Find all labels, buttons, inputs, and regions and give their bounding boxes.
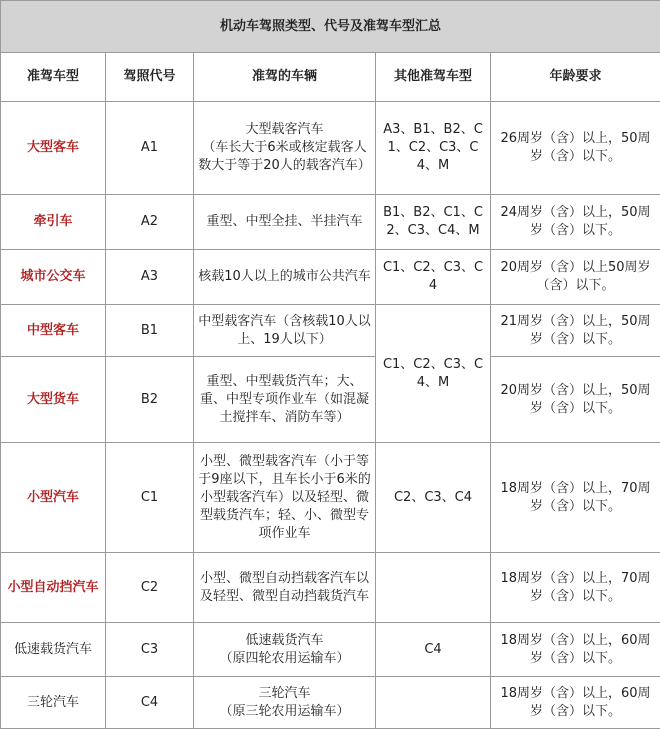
other-types: C4 <box>376 623 491 677</box>
other-types <box>376 553 491 623</box>
table-row <box>1 357 660 443</box>
header-row <box>1 53 660 102</box>
other-types: C1、C2、C3、C4 <box>376 250 491 305</box>
age-req: 20周岁（含）以上50周岁（含）以下。 <box>491 250 660 305</box>
age-req: 24周岁（含）以上，50周岁（含）以下。 <box>491 195 660 250</box>
vehicle-type: 三轮汽车 <box>1 677 106 729</box>
header-cell: 驾照代号 <box>106 53 194 102</box>
vehicle-desc: 三轮汽车 （原三轮农用运输车） <box>194 677 376 729</box>
vehicle-desc: 低速载货汽车 （原四轮农用运输车） <box>194 623 376 677</box>
age-req: 21周岁（含）以上，50周岁（含）以下。 <box>491 305 660 357</box>
table-title: 机动车驾照类型、代号及准驾车型汇总 <box>1 1 660 53</box>
license-code: C2 <box>106 553 194 623</box>
age-req: 18周岁（含）以上，60周岁（含）以下。 <box>491 677 660 729</box>
vehicle-desc: 小型、微型自动挡载客汽车以及轻型、微型自动挡载货汽车 <box>194 553 376 623</box>
table-row <box>1 443 660 553</box>
header-cell: 年龄要求 <box>491 53 660 102</box>
license-code: C1 <box>106 443 194 553</box>
other-types: A3、B1、B2、C1、C2、C3、C4、M <box>376 102 491 195</box>
vehicle-type: 大型客车 <box>1 102 106 195</box>
header-cell: 准驾车型 <box>1 53 106 102</box>
table-row <box>1 553 660 623</box>
vehicle-type: 城市公交车 <box>1 250 106 305</box>
vehicle-type: 中型客车 <box>1 305 106 357</box>
vehicle-desc: 重型、中型全挂、半挂汽车 <box>194 195 376 250</box>
table-row <box>1 305 660 357</box>
other-types: C1、C2、C3、C4、M <box>376 305 491 443</box>
other-types: C2、C3、C4 <box>376 443 491 553</box>
license-code: A1 <box>106 102 194 195</box>
table-row <box>1 195 660 250</box>
license-code: C4 <box>106 677 194 729</box>
header-cell: 准驾的车辆 <box>194 53 376 102</box>
age-req: 26周岁（含）以上，50周岁（含）以下。 <box>491 102 660 195</box>
other-types: B1、B2、C1、C2、C3、C4、M <box>376 195 491 250</box>
age-req: 20周岁（含）以上，50周岁（含）以下。 <box>491 357 660 443</box>
license-code: A3 <box>106 250 194 305</box>
vehicle-desc: 核载10人以上的城市公共汽车 <box>194 250 376 305</box>
table-row <box>1 623 660 677</box>
vehicle-type: 小型汽车 <box>1 443 106 553</box>
vehicle-type: 大型货车 <box>1 357 106 443</box>
table-row <box>1 677 660 729</box>
header-cell: 其他准驾车型 <box>376 53 491 102</box>
license-code: A2 <box>106 195 194 250</box>
age-req: 18周岁（含）以上，70周岁（含）以下。 <box>491 443 660 553</box>
vehicle-desc: 中型载客汽车（含核载10人以上、19人以下） <box>194 305 376 357</box>
vehicle-type: 小型自动挡汽车 <box>1 553 106 623</box>
title-row <box>1 1 660 53</box>
license-code: B1 <box>106 305 194 357</box>
license-code: C3 <box>106 623 194 677</box>
table-row <box>1 250 660 305</box>
vehicle-desc: 重型、中型载货汽车；大、重、中型专项作业车（如混凝土搅拌车、消防车等） <box>194 357 376 443</box>
other-types <box>376 677 491 729</box>
age-req: 18周岁（含）以上，70周岁（含）以下。 <box>491 553 660 623</box>
vehicle-type: 牵引车 <box>1 195 106 250</box>
vehicle-desc: 大型载客汽车 （车长大于6米或核定载客人数大于等于20人的载客汽车） <box>194 102 376 195</box>
vehicle-desc: 小型、微型载客汽车（小于等于9座以下，且车长小于6米的小型载客汽车）以及轻型、微型载货汽车；轻、小、微型专项作业车 <box>194 443 376 553</box>
table-row <box>1 102 660 195</box>
age-req: 18周岁（含）以上，60周岁（含）以下。 <box>491 623 660 677</box>
vehicle-type: 低速载货汽车 <box>1 623 106 677</box>
license-code: B2 <box>106 357 194 443</box>
